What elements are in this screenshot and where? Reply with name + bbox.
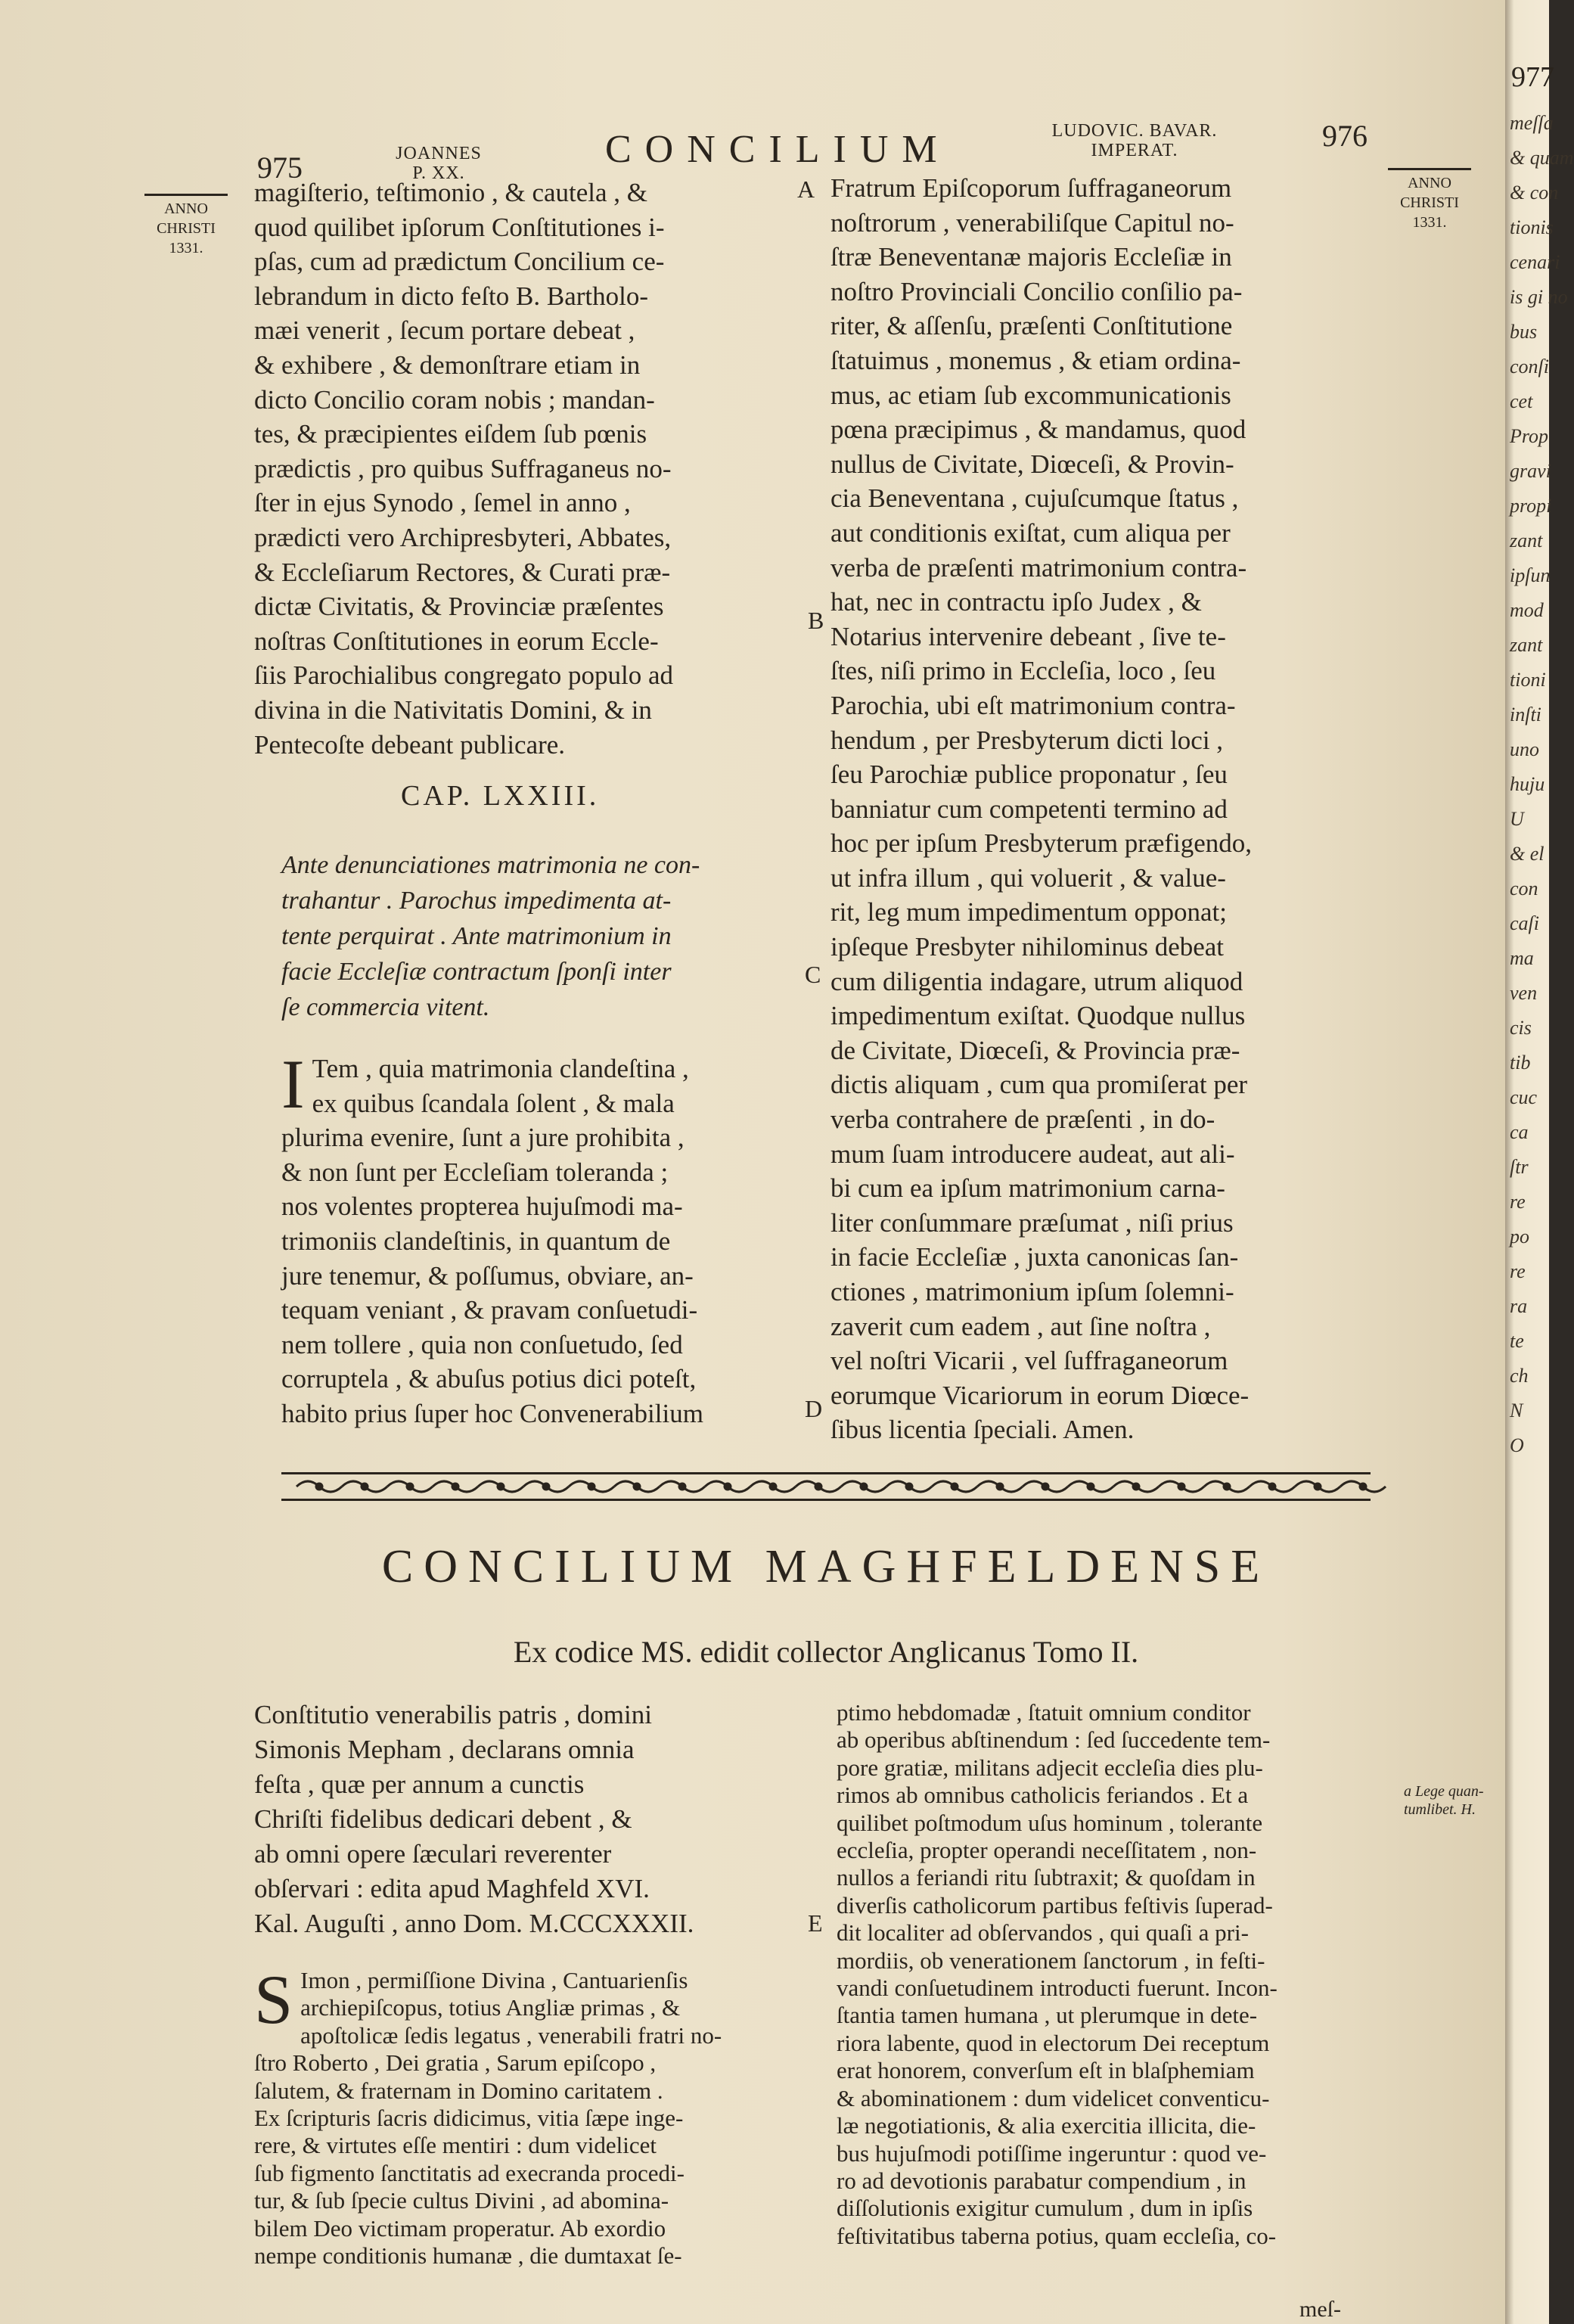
next-page-fragment: ra bbox=[1510, 1295, 1528, 1317]
ornament-dot bbox=[997, 1484, 1003, 1490]
ornament-dot bbox=[815, 1484, 821, 1490]
anno-label: ANNO bbox=[164, 200, 208, 217]
text-line: tequam veniant , & pravam conſuetudi- bbox=[281, 1295, 698, 1325]
next-page-fragment: re bbox=[1510, 1191, 1526, 1213]
constitutio-line: Simonis Mepham , declarans omnia bbox=[254, 1735, 635, 1764]
next-page-fragment: & con bbox=[1510, 182, 1559, 204]
next-page-fragment: bus bbox=[1510, 321, 1538, 343]
ornament-dot bbox=[1315, 1484, 1321, 1490]
text-line: in facie Eccleſiæ , juxta canonicas ſan- bbox=[830, 1242, 1239, 1272]
next-page-fragment: te bbox=[1510, 1330, 1524, 1352]
section-letter-a: A bbox=[797, 176, 815, 203]
ornament-dot bbox=[952, 1484, 958, 1490]
anno-label: ANNO bbox=[1408, 175, 1451, 191]
text-line: vandi conſuetudinem introducti fuerunt. Incon- bbox=[837, 1974, 1278, 2002]
next-page-fragment: conſi bbox=[1510, 356, 1549, 377]
text-line: mordiis, ob venerationem ſanctorum , in feſti- bbox=[837, 1947, 1265, 1974]
running-title: CONCILIUM bbox=[605, 128, 951, 171]
text-line: ſalutem, & fraternam in Domino caritatem . bbox=[254, 2077, 663, 2104]
running-head-line: LUDOVIC. BAVAR. bbox=[1051, 121, 1218, 141]
next-page-fragment: cis bbox=[1510, 1017, 1532, 1039]
constitutio-line: ab omni opere ſæculari reverenter bbox=[254, 1839, 612, 1869]
text-line: riora labente, quod in electorum Dei receptum bbox=[837, 2029, 1270, 2056]
ornament-dot bbox=[725, 1484, 731, 1490]
text-line: zaverit cum eadem , aut ſine noſtra , bbox=[830, 1311, 1211, 1341]
text-line: apoſtolicæ ſedis legatus , venerabili fratri no- bbox=[300, 2021, 722, 2049]
text-line: ſiis Parochialibus congregato populo ad bbox=[254, 660, 674, 691]
text-line: noſtro Provinciali Concilio conſilio pa- bbox=[830, 276, 1243, 306]
ornament-dot bbox=[1178, 1484, 1184, 1490]
text-line: & Eccleſiarum Rectores, & Curati præ- bbox=[254, 557, 671, 587]
next-page-fragment: cet bbox=[1510, 390, 1533, 412]
ornament-dot bbox=[1133, 1484, 1139, 1490]
chapter-heading: CAP. LXXIII. bbox=[401, 780, 600, 812]
text-line: Parochia, ubi eſt matrimonium contra- bbox=[830, 690, 1236, 720]
anno-year: 1331. bbox=[1412, 214, 1447, 231]
right-page-number: 976 bbox=[1322, 119, 1368, 153]
text-line: tur, & ſub ſpecie cultus Divini , ad abomina- bbox=[254, 2187, 669, 2214]
next-page-fragment: ch bbox=[1510, 1365, 1529, 1387]
running-head-line: JOANNES bbox=[396, 144, 482, 163]
text-line: & abominationem : dum videlicet conventicu- bbox=[837, 2084, 1270, 2111]
text-line: læ negotiationis, & alia exercitia illicita, die- bbox=[837, 2112, 1256, 2139]
text-line: rit, leg mum impedimentum opponat; bbox=[830, 897, 1227, 927]
ornament-dot bbox=[543, 1484, 549, 1490]
next-page-fragment: is gi no bbox=[1510, 286, 1568, 308]
text-line: Pentecoſte debeant publicare. bbox=[254, 729, 566, 760]
anno-christi-left bbox=[133, 194, 239, 258]
text-line: ab operibus abſtinendum : ſed ſuccedente tem- bbox=[837, 1726, 1271, 1754]
right-column-bottom bbox=[837, 1699, 1401, 2250]
next-page-fragment: po bbox=[1510, 1226, 1529, 1247]
next-page-fragment: zant bbox=[1510, 530, 1543, 551]
text-line: tes, & præcipientes eiſdem ſub pœnis bbox=[254, 419, 647, 449]
ornament-dot bbox=[452, 1484, 458, 1490]
text-line: vel noſtri Vicarii , vel ſuffraganeorum bbox=[830, 1346, 1228, 1376]
text-line: quod quilibet ipſorum Conſtitutiones i- bbox=[254, 212, 665, 242]
text-line: ſtantia tamen humana , ut plerumque in dete- bbox=[837, 2002, 1258, 2029]
text-line: ro ad devotionis parabatur compendium , in bbox=[837, 2167, 1246, 2194]
text-line: ſeu Parochiæ publice proponatur , ſeu bbox=[830, 760, 1228, 790]
text-line: ſtes, niſi primo in Eccleſia, loco , ſeu bbox=[830, 656, 1216, 686]
text-line: mum ſuam introducere audeat, aut ali- bbox=[830, 1139, 1235, 1169]
chapter-summary bbox=[281, 847, 803, 1025]
text-line: plurima evenire, ſunt a jure prohibita , bbox=[281, 1123, 685, 1153]
section-title: CONCILIUM MAGHFELDENSE bbox=[381, 1541, 1271, 1592]
drop-cap: I bbox=[281, 1045, 305, 1123]
next-page-fragment: cenari bbox=[1510, 251, 1560, 273]
constitutio-line: Conſtitutio venerabilis patris , domini bbox=[254, 1700, 652, 1729]
next-page-fragment: ma bbox=[1510, 947, 1534, 969]
text-line: aut conditionis exiſtat, cum aliqua per bbox=[830, 517, 1231, 548]
text-line: dicto Concilio coram nobis ; mandan- bbox=[254, 384, 655, 415]
text-line: ut infra illum , qui voluerit , & value- bbox=[830, 862, 1226, 893]
next-page-fragment: ca bbox=[1510, 1121, 1529, 1143]
running-head-line: IMPERAT. bbox=[1091, 141, 1178, 160]
next-page-fragment: tioni bbox=[1510, 669, 1546, 691]
next-page-fragment: caſi bbox=[1510, 912, 1539, 934]
christi-label: CHRISTI bbox=[1400, 194, 1459, 211]
text-line: & exhibere , & demonſtrare etiam in bbox=[254, 350, 641, 380]
left-column-text bbox=[254, 176, 799, 762]
next-page-fragment: ipſun bbox=[1510, 564, 1551, 586]
next-page-fragment: tionis bbox=[1510, 216, 1554, 238]
text-line: eorumque Vicariorum in eorum Diœce- bbox=[830, 1380, 1250, 1410]
running-head-line: P. XX. bbox=[412, 163, 465, 183]
text-line: pore gratiæ, militans adjecit eccleſia dies plu- bbox=[837, 1754, 1263, 1781]
ornament-dot bbox=[1269, 1484, 1275, 1490]
text-line: corruptela , & abuſus potius dici poteſt, bbox=[281, 1364, 697, 1394]
text-line: noſtras Conſtitutiones in eorum Eccle- bbox=[254, 626, 659, 656]
text-line: bilem Deo victimam properatur. Ab exordio bbox=[254, 2214, 666, 2242]
text-line: bus hujuſmodi potiſſime ingeruntur : quod ve- bbox=[837, 2139, 1267, 2167]
text-line: diſſolutionis exigitur cumulum , dum in ipſis bbox=[837, 2195, 1253, 2222]
section-letter-e: E bbox=[808, 1909, 823, 1937]
text-line: ex quibus ſcandala ſolent , & mala bbox=[312, 1088, 675, 1118]
text-line: verba contrahere de præſenti , in do- bbox=[830, 1105, 1215, 1135]
text-line: diverſis catholicorum partibus feſtivis ſuperad- bbox=[837, 1891, 1273, 1919]
text-line: hendum , per Presbyterum dicti loci , bbox=[830, 725, 1224, 755]
side-note-marker: a bbox=[1404, 1783, 1411, 1800]
text-line: ipſeque Presbyter nihilominus debeat bbox=[830, 932, 1225, 962]
next-page-fragment: U bbox=[1510, 808, 1524, 830]
next-page-fragment: tib bbox=[1510, 1052, 1531, 1073]
text-line: magiſterio, teſtimonio , & cautela , & bbox=[254, 178, 648, 207]
text-line: verba de præſenti matrimonium contra- bbox=[830, 552, 1247, 583]
text-line: ſter in ejus Synodo , ſemel in anno , bbox=[254, 488, 631, 518]
next-page-fragment: Prop bbox=[1510, 425, 1549, 447]
ornament-dot bbox=[634, 1484, 640, 1490]
next-page-edge bbox=[1505, 0, 1574, 2324]
text-line: quilibet poſtmodum uſus hominum , tolerante bbox=[837, 1809, 1263, 1836]
next-page-fragment: propi bbox=[1510, 495, 1552, 517]
constitutio-line: Chriſti fidelibus dedicari debent , & bbox=[254, 1804, 632, 1834]
next-page-number: 977 bbox=[1511, 61, 1554, 93]
text-line: archiepiſcopus, totius Angliæ primas , & bbox=[300, 1994, 681, 2021]
constitutio-line: Kal. Auguſti , anno Dom. M.CCCXXXII. bbox=[254, 1909, 694, 1938]
text-line: noſtrorum , venerabiliſque Capitul no- bbox=[830, 207, 1234, 238]
next-page-fragments bbox=[1510, 106, 1574, 1463]
text-line: dictis aliquam , cum qua promiſerat per bbox=[830, 1070, 1248, 1100]
text-line: cia Beneventana , cujuſcumque ſtatus , bbox=[830, 483, 1239, 514]
next-page-fragment: huju bbox=[1510, 773, 1545, 795]
left-page-number: 975 bbox=[257, 151, 303, 185]
side-note-text: Lege quan- bbox=[1415, 1783, 1484, 1800]
text-line: mus, ac etiam ſub excommunicationis bbox=[830, 380, 1231, 410]
text-line: ſtro Roberto , Dei gratia , Sarum epiſcopo , bbox=[254, 2049, 657, 2077]
text-line: Notarius intervenire debeant , ſive te- bbox=[830, 621, 1226, 651]
text-line: nullus de Civitate, Diœceſi, & Provin- bbox=[830, 449, 1234, 479]
anno-rule bbox=[1388, 168, 1471, 170]
ornament-dot bbox=[362, 1484, 368, 1490]
text-line: liter conſummare præſumat , niſi prius bbox=[830, 1207, 1234, 1238]
text-line: prædicti vero Archipresbyteri, Abbates, bbox=[254, 522, 672, 552]
text-line: ſtatuimus , monemus , & etiam ordina- bbox=[830, 345, 1241, 375]
next-page-fragment: O bbox=[1510, 1434, 1524, 1456]
text-line: Fratrum Epiſcoporum ſuffraganeorum bbox=[830, 173, 1232, 203]
ornament-dot bbox=[1088, 1484, 1094, 1490]
text-line: impedimentum exiſtat. Quodque nullus bbox=[830, 1001, 1246, 1031]
right-running-head bbox=[1021, 121, 1248, 160]
text-line: trimoniis clandeſtinis, in quantum de bbox=[281, 1226, 671, 1256]
text-line: & non ſunt per Eccleſiam toleranda ; bbox=[281, 1157, 669, 1187]
constitutio-line: obſervari : edita apud Maghfeld XVI. bbox=[254, 1874, 650, 1903]
simon-text bbox=[254, 1961, 806, 2270]
section-subtitle: Ex codice MS. edidit collector Anglicanus Tomo II. bbox=[513, 1635, 1139, 1669]
text-line: ſtræ Beneventanæ majoris Eccleſiæ in bbox=[830, 242, 1232, 272]
text-line: ſibus licentia ſpeciali. Amen. bbox=[830, 1415, 1135, 1445]
christi-label: CHRISTI bbox=[157, 220, 216, 237]
ornament-dot bbox=[861, 1484, 867, 1490]
drop-cap: S bbox=[254, 1961, 293, 2038]
text-line: habito prius ſuper hoc Convenerabilium bbox=[281, 1398, 703, 1428]
catchword: meſ- bbox=[1299, 2297, 1341, 2322]
next-page-fragment: uno bbox=[1510, 738, 1539, 760]
summary-line: tente perquirat . Ante matrimonium in bbox=[281, 922, 672, 950]
next-page-fragment: re bbox=[1510, 1260, 1526, 1282]
next-page-fragment: ven bbox=[1510, 982, 1538, 1004]
text-line: dictæ Civitatis, & Provinciæ præſentes bbox=[254, 592, 664, 622]
text-line: mæi venerit , ſecum portare debeat , bbox=[254, 315, 635, 346]
constitutio-heading bbox=[254, 1698, 806, 1941]
next-page-fragment: & quam bbox=[1510, 147, 1574, 169]
text-line: hat, nec in contractu ipſo Judex , & bbox=[830, 587, 1202, 617]
ornament-dot bbox=[1224, 1484, 1230, 1490]
text-line: eccleſia, propter operandi neceſſitatem , non- bbox=[837, 1837, 1257, 1864]
ornament-dot bbox=[770, 1484, 776, 1490]
summary-line: ſe commercia vitent. bbox=[281, 993, 490, 1021]
text-line: pſas, cum ad prædictum Concilium ce- bbox=[254, 247, 665, 277]
ornament-dot bbox=[498, 1484, 504, 1490]
ornament-dot bbox=[316, 1484, 322, 1490]
right-column-text bbox=[830, 171, 1379, 1447]
summary-line: Ante denunciationes matrimonia ne con- bbox=[281, 851, 700, 879]
side-note bbox=[1404, 1782, 1510, 1819]
section-letter-b: B bbox=[808, 607, 824, 634]
next-page-fragment: meſſa bbox=[1510, 112, 1554, 134]
anno-christi-right bbox=[1377, 168, 1482, 232]
text-line: jure tenemur, & poſſumus, obviare, an- bbox=[281, 1260, 694, 1291]
section-letter-c: C bbox=[805, 961, 821, 988]
side-note-text: tumlibet. H. bbox=[1404, 1801, 1476, 1818]
text-line: prædictis , pro quibus Suffraganeus no- bbox=[254, 453, 672, 483]
text-line: de Civitate, Diœceſi, & Provincia præ- bbox=[830, 1035, 1240, 1065]
text-line: Ex ſcripturis ſacris didicimus, vitia ſæpe inge- bbox=[254, 2105, 684, 2132]
text-line: nem tollere , quia non conſuetudo, ſed bbox=[281, 1329, 683, 1359]
ornament-divider bbox=[281, 1468, 1371, 1505]
text-line: cum diligentia indagare, utrum aliquod bbox=[830, 966, 1243, 996]
next-page-fragment: con bbox=[1510, 878, 1538, 899]
ornament-dot bbox=[1360, 1484, 1366, 1490]
text-line: dit localiter ad obſervandos , qui quaſi a pri- bbox=[837, 1919, 1249, 1947]
text-line: pœna præcipimus , & mandamus, quod bbox=[830, 415, 1246, 445]
text-line: rere, & virtutes eſſe mentiri : dum videlicet bbox=[254, 2132, 657, 2159]
next-page-fragment: & el bbox=[1510, 843, 1545, 865]
chapter-body-left bbox=[281, 1045, 803, 1431]
text-line: lebrandum in dicto feſto B. Bartholo- bbox=[254, 281, 649, 311]
next-page-fragment: inſti bbox=[1510, 704, 1541, 725]
next-page-fragment: gravi bbox=[1510, 460, 1551, 482]
summary-line: trahantur . Parochus impedimenta at- bbox=[281, 887, 672, 915]
text-line: ptimo hebdomadæ , ſtatuit omnium conditor bbox=[837, 1699, 1251, 1726]
text-line: banniatur cum competenti termino ad bbox=[830, 794, 1228, 824]
text-line: Imon , permiſſione Divina , Cantuarienſis bbox=[300, 1967, 688, 1993]
text-line: nempe conditionis humanæ , die dumtaxat ſe- bbox=[254, 2242, 682, 2270]
next-page-fragment: mod bbox=[1510, 599, 1544, 621]
text-line: ctiones , matrimonium ipſum ſolemni- bbox=[830, 1277, 1234, 1306]
ornament-dot bbox=[679, 1484, 685, 1490]
ornament-dot bbox=[1042, 1484, 1048, 1490]
next-page-fragment: ſtr bbox=[1510, 1156, 1529, 1178]
section-letter-d: D bbox=[805, 1395, 823, 1422]
next-page-fragment: N bbox=[1510, 1400, 1523, 1421]
text-line: nos volentes propterea hujuſmodi ma- bbox=[281, 1192, 683, 1222]
text-line: Tem , quia matrimonia clandeſtina , bbox=[312, 1054, 689, 1083]
ornament-dot bbox=[906, 1484, 912, 1490]
anno-year: 1331. bbox=[169, 240, 203, 256]
next-page-fragment: cuc bbox=[1510, 1086, 1538, 1108]
text-line: riter, & aſſenſu, præſenti Conſtitutione bbox=[830, 311, 1233, 341]
next-page-fragment: zant bbox=[1510, 634, 1543, 656]
ornament-dot bbox=[407, 1484, 413, 1490]
text-line: bi cum ea ipſum matrimonium carna- bbox=[830, 1173, 1225, 1204]
text-line: divina in die Nativitatis Domini, & in bbox=[254, 694, 652, 725]
text-line: nullos a feriandi ritu ſubtraxit; & quoſdam in bbox=[837, 1864, 1256, 1891]
summary-line: facie Eccleſiæ contractum ſponſi inter bbox=[281, 958, 672, 986]
text-line: rimos ab omnibus catholicis feriandos . Et a bbox=[837, 1782, 1249, 1809]
text-line: ſub figmento ſanctitatis ad execranda procedi- bbox=[254, 2159, 685, 2186]
text-line: feſtivitatibus taberna potius, quam eccleſia, co- bbox=[837, 2222, 1277, 2249]
constitutio-line: feſta , quæ per annum a cunctis bbox=[254, 1769, 585, 1799]
text-line: hoc per ipſum Presbyterum præfigendo, bbox=[830, 828, 1252, 859]
ornament-dot bbox=[588, 1484, 595, 1490]
text-line: erat honorem, converſum eſt in blaſphemiam bbox=[837, 2057, 1255, 2084]
anno-rule bbox=[144, 194, 228, 196]
